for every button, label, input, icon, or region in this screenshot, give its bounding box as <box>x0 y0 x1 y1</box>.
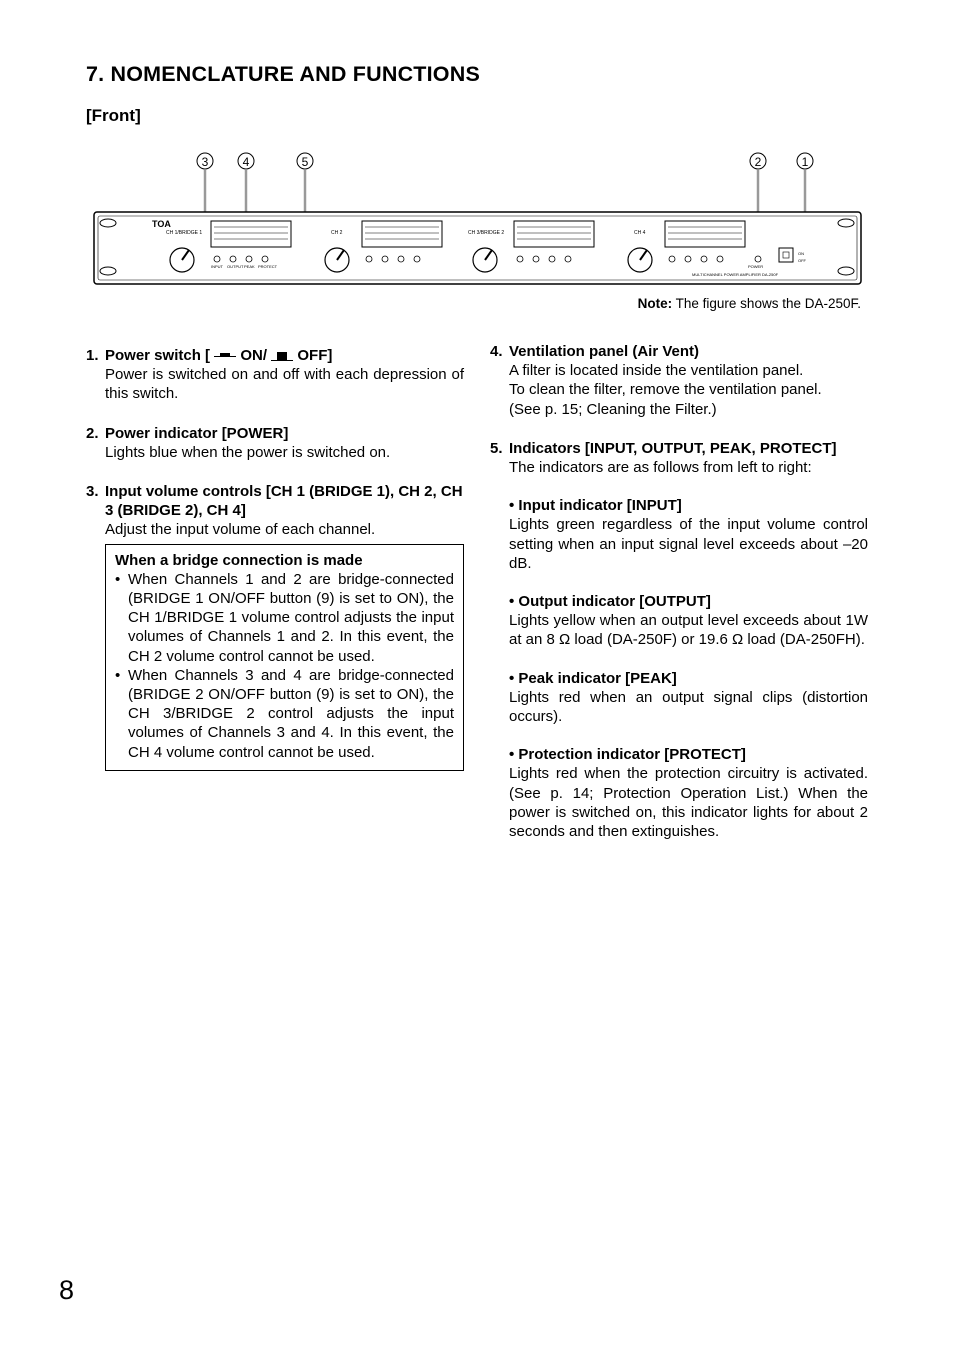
svg-text:1: 1 <box>801 155 809 169</box>
svg-text:POWER: POWER <box>748 264 764 269</box>
bridge-bullet-1: • When Channels 1 and 2 are bridge-connected (BRIDGE 1 ON/OFF button (9) is set to ON), the CH 1/BRIDGE 1 volume control adjusts the input volumes of Channels 1 and 2. In this event, the CH 2 volume control cannot be used. <box>115 570 454 665</box>
item-power-switch: 1. Power switch [ ON/ OFF] Power is switched on and off with each depression of this switch. <box>86 347 464 403</box>
bridge-bullet-2: • When Channels 3 and 4 are bridge-connected (BRIDGE 2 ON/OFF button (9) is set to ON), the CH 3/BRIDGE 2 control adjusts the input volumes of Channels 3 and 4. In this event, the CH 4 volume control cannot be used. <box>115 666 454 761</box>
callout-5 <box>297 153 313 169</box>
left-column <box>86 346 464 771</box>
output-indicator-desc: • Output indicator [OUTPUT] Lights yellow when an output level exceeds about 1W at an 8 Ω load (DA-250F) or 19.6 Ω load (DA-250FH). <box>509 593 868 649</box>
svg-text:MULTICHANNEL POWER AMPLIFIER D: MULTICHANNEL POWER AMPLIFIER DA-250F <box>692 272 779 277</box>
callout-1 <box>797 153 813 169</box>
power-switch <box>779 248 793 262</box>
svg-text:PROTECT: PROTECT <box>258 264 278 269</box>
svg-text:3: 3 <box>201 155 209 169</box>
on-symbol-icon <box>214 351 236 361</box>
input-indicator-desc: • Input indicator [INPUT] Lights green regardless of the input volume control setting when an input signal level exceeds about –20 dB. <box>509 497 868 572</box>
svg-text:OFF: OFF <box>798 258 806 263</box>
svg-text:CH 4: CH 4 <box>634 230 646 236</box>
svg-text:CH 3/BRIDGE 2: CH 3/BRIDGE 2 <box>468 230 505 236</box>
page-title: 7. NOMENCLATURE AND FUNCTIONS <box>86 62 480 86</box>
section-subtitle: [Front] <box>86 106 141 125</box>
callout-2 <box>750 153 766 169</box>
front-panel-figure <box>86 145 866 290</box>
svg-text:PEAK: PEAK <box>244 264 255 269</box>
callout-3 <box>197 153 213 169</box>
svg-text:CH 1/BRIDGE 1: CH 1/BRIDGE 1 <box>166 230 203 236</box>
item-power-indicator: 2. Power indicator [POWER] Lights blue when the power is switched on. <box>86 424 391 461</box>
off-symbol-icon <box>271 351 293 361</box>
item-ventilation-panel: 4. Ventilation panel (Air Vent) A filter is located inside the ventilation panel. To clean the filter, remove the ventilation panel. (See p. 15; Cleaning the Filter.) <box>490 343 822 418</box>
svg-text:2: 2 <box>754 155 762 169</box>
callout-4 <box>238 153 254 169</box>
item-indicators: 5. Indicators [INPUT, OUTPUT, PEAK, PROTECT] The indicators are as follows from left to right: • Input indicator [INPUT] Lights green regardless of the input volume control setting when an input signal level exceeds about –20 dB. • Output indicator [OUTPUT] Lights yellow when an output level exceeds about 1W at an 8 Ω load (DA-250F) or 19.6 Ω load (DA-250FH). • Peak indicator [PEAK] Lights red when an output signal clips (distortion occurs). • Protection indicator [PROTECT] Lights red when the protection circuitry is activated. (See p. 14; Protection Operation List.) When the power is switched on, this indicator lights for about 2 seconds and then extinguishes. <box>490 439 868 841</box>
brand-logo: TOA <box>152 219 171 229</box>
right-column <box>490 342 868 861</box>
peak-indicator-desc: • Peak indicator [PEAK] Lights red when an output signal clips (distortion occurs). <box>509 669 868 726</box>
svg-text:ON: ON <box>798 251 804 256</box>
svg-text:5: 5 <box>301 155 309 169</box>
figure-note: Note: The figure shows the DA-250F. <box>637 296 861 311</box>
item-input-volume: 3. Input volume controls [CH 1 (BRIDGE 1), CH 2, CH 3 (BRIDGE 2), CH 4] Adjust the input volume of each channel. <box>86 483 463 539</box>
svg-text:OUTPUT: OUTPUT <box>227 264 244 269</box>
bridge-connection-box: When a bridge connection is made • When Channels 1 and 2 are bridge-connected (BRIDGE 1 ON/OFF button (9) is set to ON), the CH 1/BRIDGE 1 volume control adjusts the input volumes of Channels 1 and 2. In this event, the CH 2 volume control cannot be used. • When Channels 3 and 4 are bridge-connected (BRIDGE 2 ON/OFF button (9) is set to ON), the CH 3/BRIDGE 2 control adjusts the input volumes of Channels 3 and 4. In this event, the CH 4 volume control cannot be used. <box>105 544 464 771</box>
svg-text:CH 2: CH 2 <box>331 230 343 236</box>
protection-indicator-desc: • Protection indicator [PROTECT] Lights red when the protection circuitry is activated. (See p. 14; Protection Operation List.) When the power is switched on, this indicator lights for about 2 seconds and then extinguishes. <box>509 746 868 841</box>
svg-text:4: 4 <box>242 155 250 169</box>
page-number: 8 <box>59 1275 75 1305</box>
svg-text:INPUT: INPUT <box>211 264 223 269</box>
